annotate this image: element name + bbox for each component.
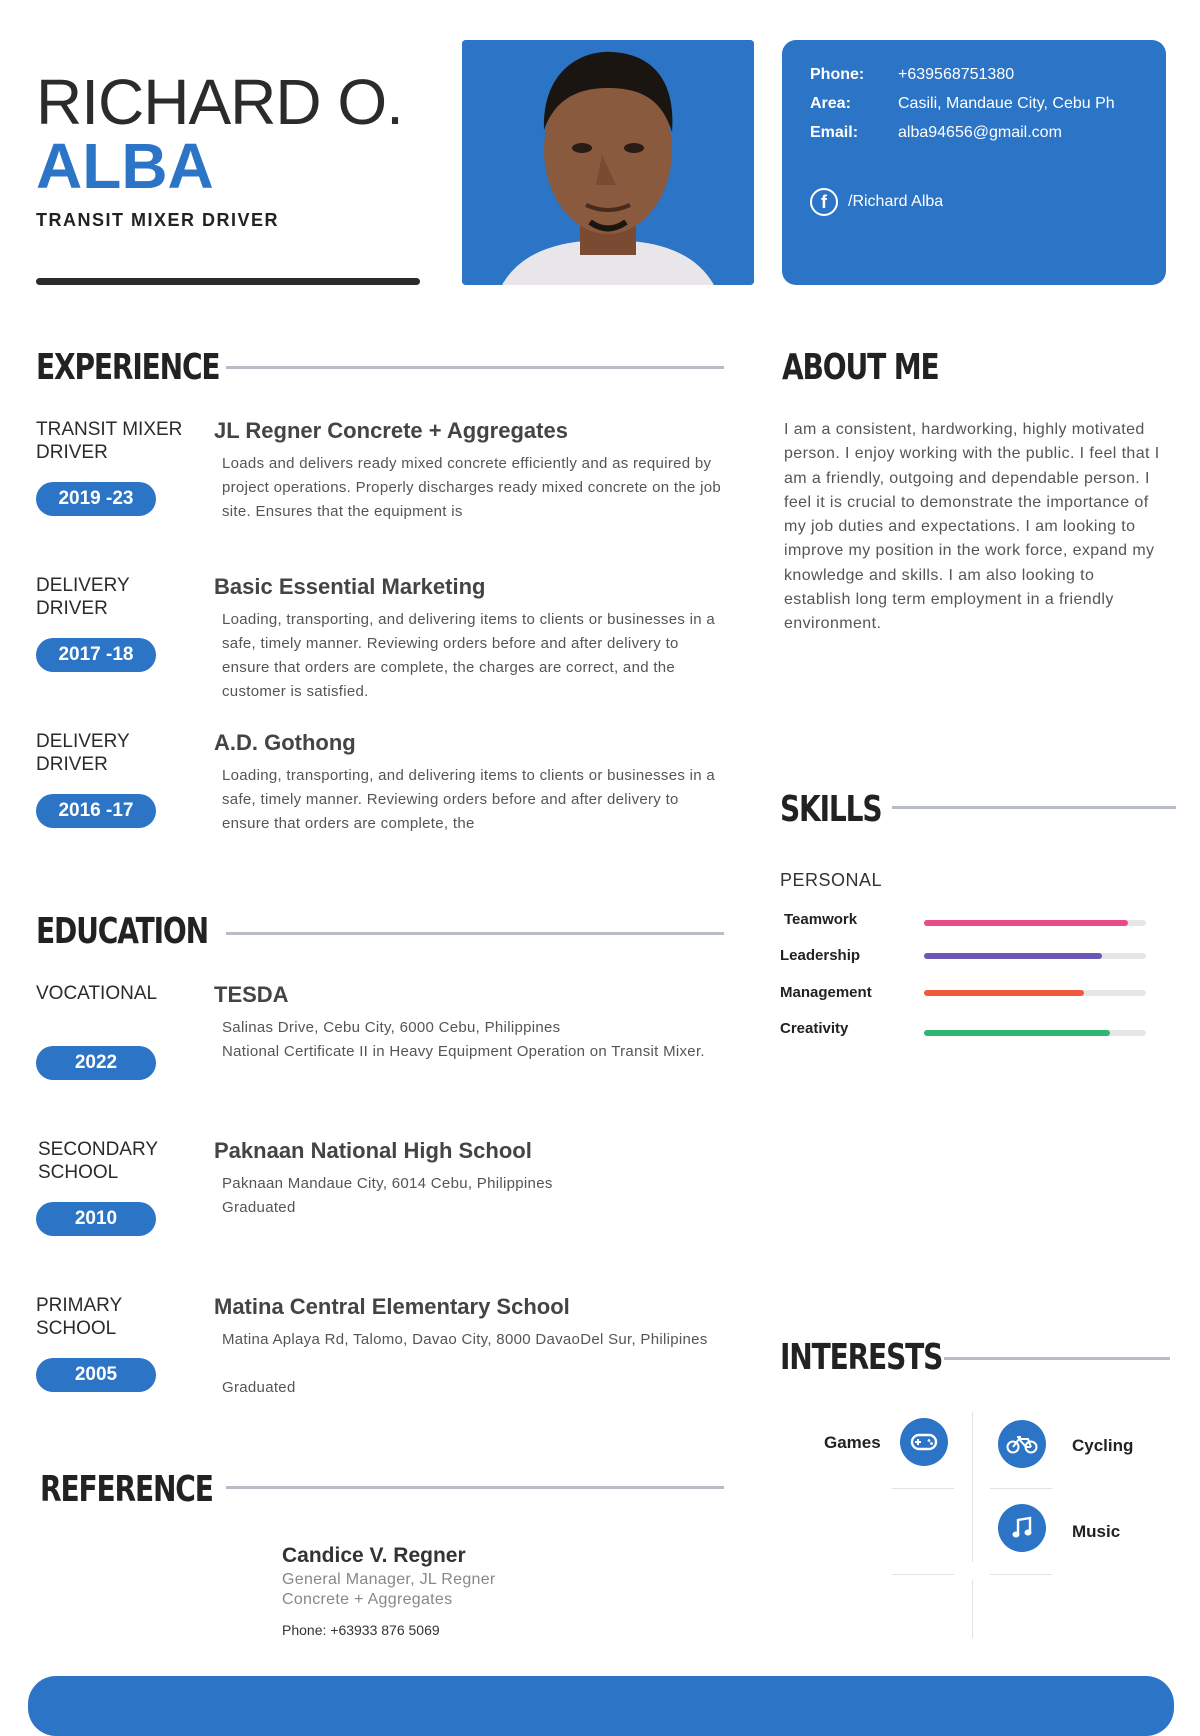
skills-rule bbox=[892, 806, 1176, 809]
education-address: Salinas Drive, Cebu City, 6000 Cebu, Philippines bbox=[222, 1019, 561, 1036]
education-detail: Graduated bbox=[222, 1379, 296, 1396]
area-row bbox=[810, 95, 1115, 113]
reference-phone[interactable]: Phone: +63933 876 5069 bbox=[282, 1622, 440, 1638]
experience-description: Loading, transporting, and delivering items to clients or businesses in a safe, timely manner. Reviewing orders before and after delivery to ensure that orders are complete, the bbox=[222, 767, 716, 832]
footer-bar bbox=[28, 1676, 1174, 1736]
skill-bar-fill bbox=[924, 990, 1084, 996]
bicycle-icon bbox=[998, 1420, 1046, 1468]
skill-label: Leadership bbox=[780, 947, 861, 964]
skill-bar-creativity bbox=[924, 1030, 1146, 1036]
phone-value[interactable]: +639568751380 bbox=[898, 66, 1015, 83]
skills-heading: SKILLS bbox=[780, 789, 882, 830]
skill-bar-teamwork bbox=[924, 920, 1146, 926]
experience-description: Loads and delivers ready mixed concrete efficiently and as required by project operations. Properly discharges ready mixed concrete on the job site. Ensures that the equipment is bbox=[222, 455, 722, 520]
email-row bbox=[810, 124, 1062, 142]
skill-bar-fill bbox=[924, 1030, 1110, 1036]
interests-grid-divider bbox=[892, 1488, 954, 1489]
phone-row bbox=[810, 66, 1014, 84]
experience-company: JL Regner Concrete + Aggregates bbox=[214, 418, 568, 443]
education-level: VOCATIONAL bbox=[36, 983, 158, 1004]
area-value: Casili, Mandaue City, Cebu Ph bbox=[898, 95, 1115, 112]
experience-role: DELIVERY DRIVER bbox=[36, 575, 130, 619]
skill-bar-fill bbox=[924, 953, 1102, 959]
experience-description: Loading, transporting, and delivering items to clients or businesses in a safe, timely manner. Reviewing orders before and after delivery to ensure that orders are complete, the charges are correct, and the customer is satisfied. bbox=[222, 611, 716, 700]
header-divider bbox=[36, 278, 420, 285]
experience-company: Basic Essential Marketing bbox=[214, 574, 486, 599]
area-label: Area: bbox=[810, 95, 851, 112]
reference-heading: REFERENCE bbox=[40, 1469, 213, 1510]
experience-role: TRANSIT MIXER DRIVER bbox=[36, 419, 183, 463]
education-school: TESDA bbox=[214, 982, 289, 1007]
experience-years-badge: 2019 -23 bbox=[36, 482, 156, 516]
education-level: SECONDARY SCHOOL bbox=[38, 1139, 158, 1183]
education-year-badge: 2022 bbox=[36, 1046, 156, 1080]
skill-label: Management bbox=[780, 984, 872, 1001]
skill-label: Teamwork bbox=[784, 911, 858, 928]
reference-position: General Manager, JL Regner Concrete + Aggregates bbox=[282, 1571, 496, 1608]
reference-rule bbox=[226, 1486, 724, 1489]
skill-bar-management bbox=[924, 990, 1146, 996]
education-detail: National Certificate II in Heavy Equipment Operation on Transit Mixer. bbox=[222, 1043, 705, 1060]
interests-heading: INTERESTS bbox=[780, 1337, 943, 1378]
interests-grid-divider bbox=[892, 1574, 954, 1575]
experience-heading: EXPERIENCE bbox=[36, 347, 220, 388]
experience-years-badge: 2016 -17 bbox=[36, 794, 156, 828]
reference-name: Candice V. Regner bbox=[282, 1544, 466, 1567]
skills-group-label: PERSONAL bbox=[780, 870, 883, 890]
education-address: Paknaan Mandaue City, 6014 Cebu, Philippines bbox=[222, 1175, 553, 1192]
interests-grid-divider bbox=[972, 1580, 973, 1638]
email-label: Email: bbox=[810, 124, 859, 141]
education-heading: EDUCATION bbox=[36, 911, 208, 952]
education-year-badge: 2010 bbox=[36, 1202, 156, 1236]
music-note-icon bbox=[998, 1504, 1046, 1552]
experience-role: DELIVERY DRIVER bbox=[36, 731, 130, 775]
education-school: Paknaan National High School bbox=[214, 1138, 532, 1163]
education-school: Matina Central Elementary School bbox=[214, 1294, 570, 1319]
skill-label: Creativity bbox=[780, 1020, 849, 1037]
contact-card bbox=[782, 40, 1166, 285]
interest-label: Music bbox=[1072, 1522, 1121, 1541]
about-heading: ABOUT ME bbox=[782, 347, 939, 388]
last-name: ALBA bbox=[36, 130, 214, 202]
phone-label: Phone: bbox=[810, 66, 865, 83]
about-text: I am a consistent, hardworking, highly motivated person. I enjoy working with the public. I feel that I am a friendly, outgoing and dependable person. I feel it is crucial to demonstrate the importance of my job duties and expectations. I am looking to improve my position in the work force, expand my knowledge and skills. I am also looking to establish long term employment in a friendly environment. bbox=[784, 421, 1160, 633]
interests-grid-divider bbox=[990, 1488, 1052, 1489]
profile-photo bbox=[462, 40, 754, 285]
first-name: RICHARD O. bbox=[36, 66, 403, 138]
facebook-icon: f bbox=[810, 188, 838, 216]
experience-rule bbox=[226, 366, 724, 369]
facebook-handle[interactable]: /Richard Alba bbox=[848, 193, 944, 210]
education-year-badge: 2005 bbox=[36, 1358, 156, 1392]
interests-rule bbox=[944, 1357, 1170, 1360]
facebook-row[interactable] bbox=[810, 188, 943, 216]
gamepad-icon bbox=[900, 1418, 948, 1466]
experience-company: A.D. Gothong bbox=[214, 730, 356, 755]
education-rule bbox=[226, 932, 724, 935]
experience-years-badge: 2017 -18 bbox=[36, 638, 156, 672]
interests-grid-divider bbox=[972, 1412, 973, 1562]
interest-label: Games bbox=[824, 1433, 881, 1452]
skill-bar-fill bbox=[924, 920, 1128, 926]
education-address: Matina Aplaya Rd, Talomo, Davao City, 8000 DavaoDel Sur, Philipines bbox=[222, 1331, 708, 1348]
interests-grid-divider bbox=[990, 1574, 1052, 1575]
education-level: PRIMARY SCHOOL bbox=[36, 1295, 122, 1339]
email-value[interactable]: alba94656@gmail.com bbox=[898, 124, 1062, 141]
interest-label: Cycling bbox=[1072, 1436, 1134, 1455]
education-detail: Graduated bbox=[222, 1199, 296, 1216]
skill-bar-leadership bbox=[924, 953, 1146, 959]
job-title: TRANSIT MIXER DRIVER bbox=[36, 210, 280, 230]
